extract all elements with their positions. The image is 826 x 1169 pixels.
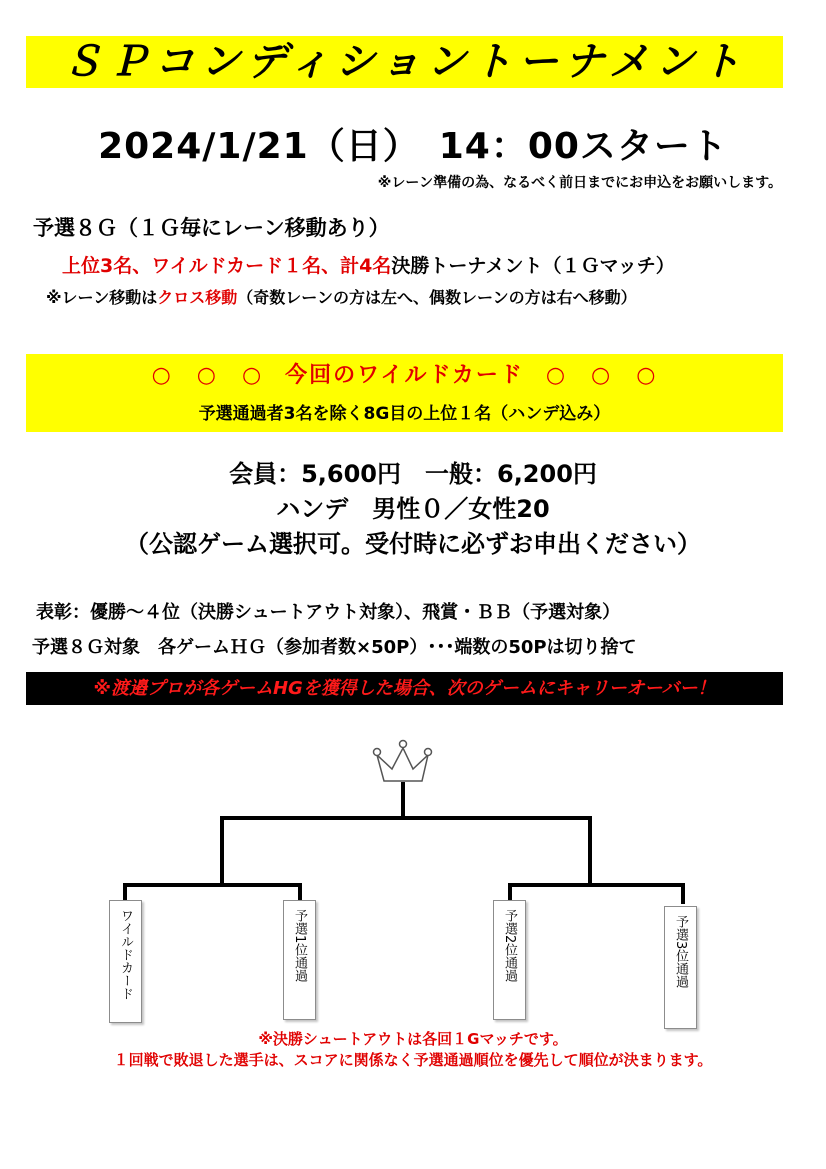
qualifier-format: 予選８Ｇ（１Ｇ毎にレーン移動あり） xyxy=(33,216,390,240)
crown-icon xyxy=(374,741,432,782)
bracket-slot-label: 予選3位通過 xyxy=(673,915,688,989)
circle-marks-left: ○ ○ ○ xyxy=(151,363,264,388)
wildcard-description: 予選通過者3名を除く8G目の上位１名（ハンデ込み） xyxy=(198,404,611,424)
reservation-note: ※レーン準備の為、なるべく前日までにお申込をお願いします。 xyxy=(377,175,782,191)
bracket-slot-qualifier-1 xyxy=(283,900,316,1020)
bracket-slot-qualifier-3 xyxy=(664,906,697,1029)
handicap-info: ハンデ 男性０／女性20 xyxy=(276,495,550,523)
bracket-slot-qualifier-2 xyxy=(493,900,526,1020)
bracket-slot-label: 予選2位通過 xyxy=(502,909,517,983)
bracket-slot-wildcard xyxy=(109,900,142,1023)
finalists-count: 上位3名、ワイルドカード１名、計4名 xyxy=(62,255,392,277)
page-title: ＳＰコンディショントーナメント xyxy=(62,39,747,85)
finals-format: 決勝トーナメント（１Ｇマッチ） xyxy=(391,255,675,277)
carryover-banner: ※渡邉プロが各ゲームHGを獲得した場合、次のゲームにキャリーオーバー！ xyxy=(93,678,716,699)
entry-fees: 会員：5,600円 一般：6,200円 xyxy=(229,460,597,488)
awards-line: 表彰：優勝～４位（決勝シュートアウト対象）、飛賞・ＢＢ（予選対象） xyxy=(36,602,621,623)
ranking-note: １回戦で敗退した選手は、スコアに関係なく予選通過順位を優先して順位が決まります。 xyxy=(113,1051,713,1069)
high-game-award-line: 予選８Ｇ対象 各ゲームＨＧ（参加者数×50P）･･･端数の50Pは切り捨て xyxy=(32,637,637,658)
event-date-time: 2024/1/21（日） 14：00スタート xyxy=(98,126,728,167)
circle-marks-right: ○ ○ ○ xyxy=(545,363,658,388)
bracket-slot-label: ワイルドカード xyxy=(118,909,133,1000)
shootout-note: ※決勝シュートアウトは各回１Gマッチです。 xyxy=(258,1030,568,1048)
wildcard-title: 今回のワイルドカード xyxy=(285,363,524,388)
lane-move-detail: （奇数レーンの方は左へ、偶数レーンの方は右へ移動） xyxy=(237,288,637,307)
bracket-slot-label: 予選1位通過 xyxy=(292,909,307,983)
certified-game-note: （公認ゲーム選択可。受付時に必ずお申出ください） xyxy=(125,530,701,558)
lane-move-cross: クロス移動 xyxy=(157,288,238,307)
bracket-lines xyxy=(125,784,683,902)
lane-move-prefix: ※レーン移動は xyxy=(46,288,158,307)
